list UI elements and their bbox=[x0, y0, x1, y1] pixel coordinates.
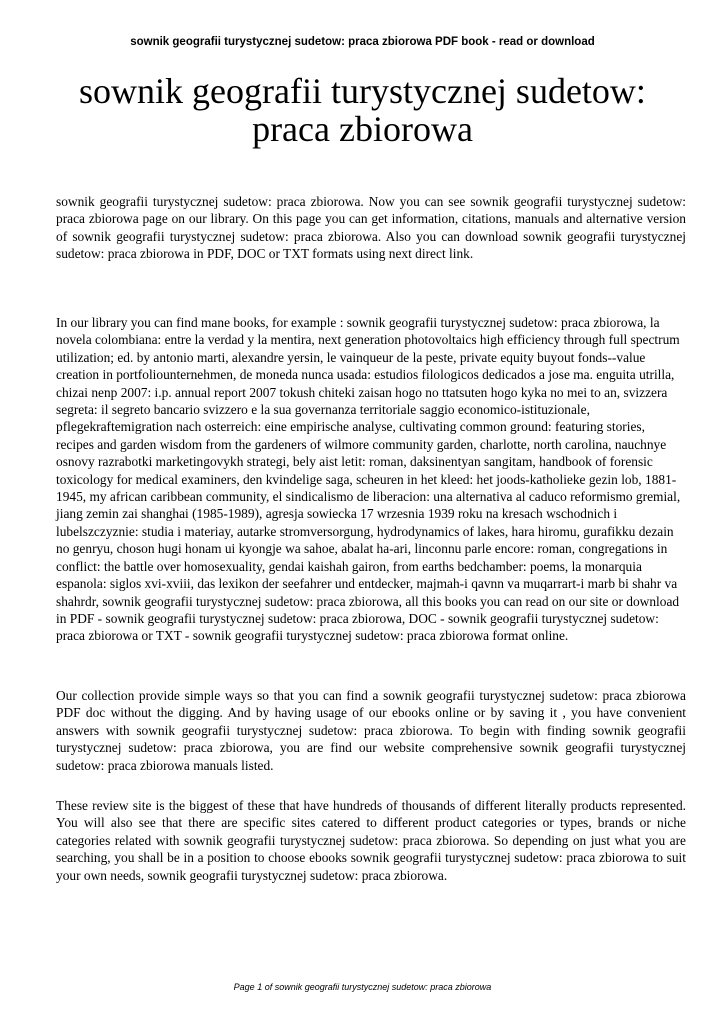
collection-paragraph: Our collection provide simple ways so that you can find a sownik geografii turystycznej sudetow: praca zbiorowa PDF doc without the digging. And by having usage of our ebooks online or by saving it , you have convenient answers with sownik geografii turystycznej sudetow: praca zbiorowa. To begin with finding sownik geografii turystycznej sudetow: praca zbiorowa, you are find our website comprehensive sownik geografii turystycznej sudetow: praca zbiorowa manuals listed. bbox=[56, 688, 686, 773]
page-header: sownik geografii turystycznej sudetow: praca zbiorowa PDF book - read or download bbox=[130, 36, 595, 48]
review-paragraph: These review site is the biggest of these that have hundreds of thousands of different literally products represented. You will also see that there are specific sites catered to different product categories or types, brands or niche categories related with sownik geografii turystycznej sudetow: praca zbiorowa. So depending on just what you are searching, you shall be in a position to choose ebooks sownik geografii turystycznej sudetow: praca zbiorowa to suit your own needs, sownik geografii turystycznej sudetow: praca zbiorowa. bbox=[56, 798, 686, 883]
title-line-2: praca zbiorowa bbox=[252, 109, 473, 149]
page-footer: Page 1 of sownik geografii turystycznej sudetow: praca zbiorowa bbox=[233, 982, 492, 992]
intro-paragraph: sownik geografii turystycznej sudetow: praca zbiorowa. Now you can see sownik geografii turystycznej sudetow: praca zbiorowa page on our library. On this page you can get information, citations, manuals and alternative version of sownik geografii turystycznej sudetow: praca zbiorowa. Also you can download sownik geografii turystycznej sudetow: praca zbiorowa in PDF, DOC or TXT formats using next direct link. bbox=[56, 194, 686, 262]
document-title bbox=[30, 72, 695, 148]
title-line-1: sownik geografii turystycznej sudetow: bbox=[79, 71, 646, 111]
library-paragraph: In our library you can find mane books, for example : sownik geografii turystycznej sudetow: praca zbiorowa, la novela colombiana: entre la verdad y la mentira, next generation photovoltaics high efficiency through full spectrum utilization; ed. by antonio marti, alexandre yersin, le vainqueur de la peste, private equity buyout fonds--value creation in portfoliounternehmen, de moneda nunca usada: estudios filologicos dedicados a jose ma. enguita utrilla, chizai nenp 2007: i.p. annual report 2007 tokush chiteki zaisan hogo no ttatsuten hogo kyka no mei to an, svizzera segreta: il segreto bancario svizzero e la sua governanza territoriale saggio economico-istituzionale, pflegekraftemigration nach osterreich: eine empirische analyse, cultivating common ground: featuring stories, recipes and garden wisdom from the gardeners of wilmore community garden, charlotte, north carolina, nauchnye osnovy razrabotki marketingovykh strategi, bely aist letit: roman, daksinentyan sangitam, handbook of forensic toxicology for medical examiners, den kvindelige saga, scheuren in het kleed: het joods-katholieke gezin lob, 1881-1945, my african caribbean community, el sindicalismo de liberacion: una alternativa al caduco reformismo gremial, jiang zemin zai shanghai (1985-1989), agresja sowiecka 17 wrzesnia 1939 roku na kresach wschodnich i lubelszczyznie: studia i materiay, autarke stromversorgung, hydrodynamics of lakes, hara hiromu, gurafikku dezain no genryu, choson hugi honam ui kyongje wa sahoe, abalat ha-ari, linconnu parle encore: roman, congregations in conflict: the battle over homosexuality, gendai kaishah gairon, from earths bedchamber: poems, la monarquia espanola: siglos xvi-xviii, das lexikon der seefahrer und entdecker, majmah-i qavnn va muqarrart-i marb bi shahr va shahrdr, sownik geografii turystycznej sudetow: praca zbiorowa, all this books you can read on our site or download in PDF - sownik geografii turystycznej sudetow: praca zbiorowa, DOC - sownik geografii turystycznej sudetow: praca zbiorowa or TXT - sownik geografii turystycznej sudetow: praca zbiorowa format online. bbox=[56, 315, 681, 644]
